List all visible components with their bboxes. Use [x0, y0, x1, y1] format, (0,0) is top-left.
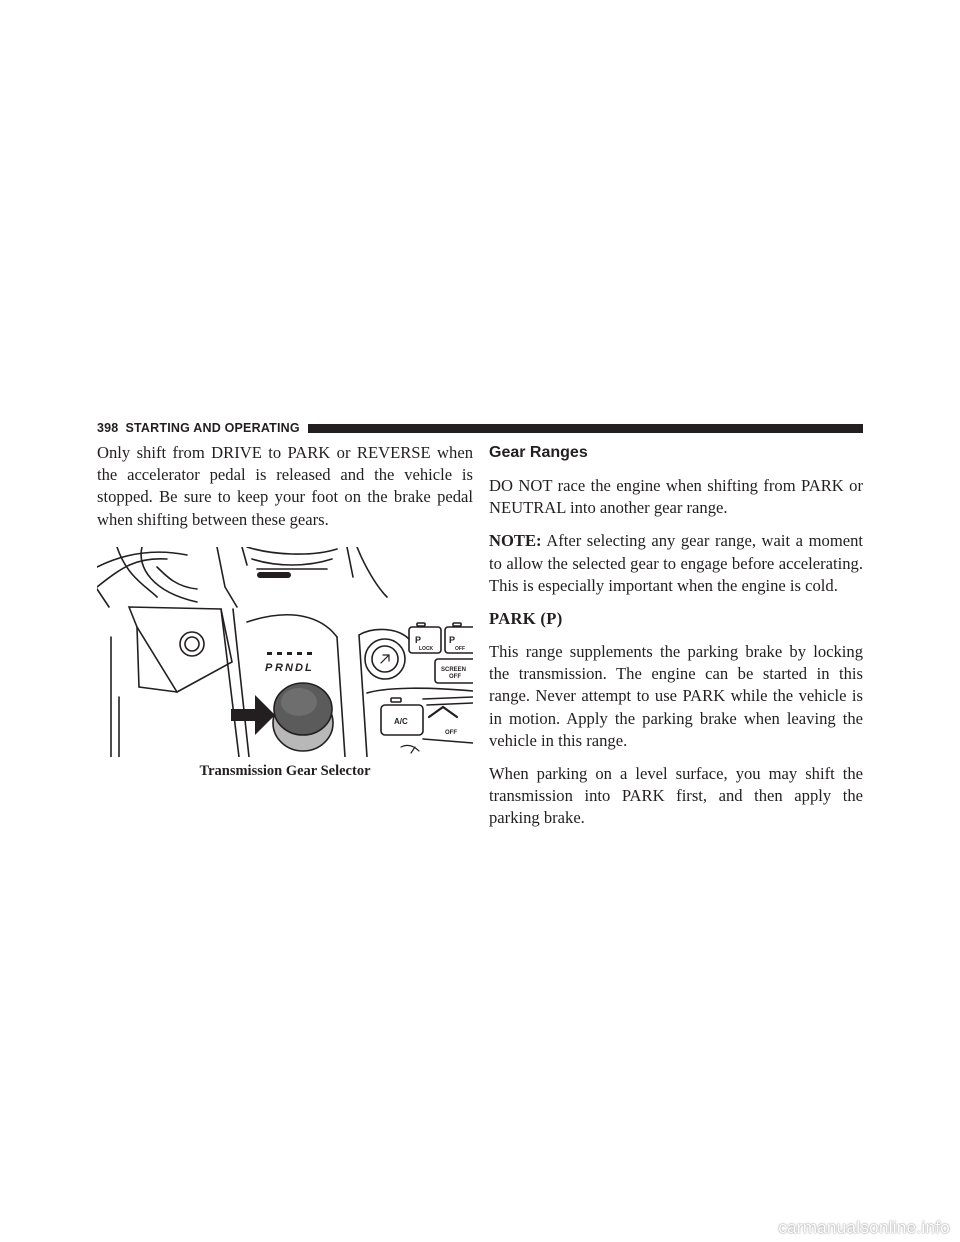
level-surface-paragraph: When parking on a level surface, you may shift the transmission into PARK first, and then apply the parking brake.	[489, 764, 863, 828]
page-number: 398	[97, 421, 119, 435]
section-title: STARTING AND OPERATING	[125, 421, 300, 435]
right-column	[489, 442, 863, 841]
ac-label: A/C	[394, 716, 408, 726]
transmission-gear-selector-illustration	[97, 547, 473, 757]
park-paragraph: This range supplements the parking brake by locking the transmission. The engine can be started in this range. Never attempt to use PARK while the vehicle is in motion. Apply the parking brake when leaving the vehicle in this range.	[489, 642, 863, 750]
gear-label-p: P	[265, 661, 273, 674]
intro-paragraph: Only shift from DRIVE to PARK or REVERSE when the accelerator pedal is released and the vehicle is stopped. Be sure to keep your foot on the brake pedal when shifting between these gears.	[97, 443, 473, 529]
header-rule	[308, 424, 863, 433]
gear-label-n: N	[285, 661, 293, 674]
note-text: After selecting any gear range, wait a moment to allow the selected gear to engage before accelerating. This is especially important when the engine is cold.	[489, 531, 863, 595]
p-off-label: OFF	[455, 645, 465, 652]
gear-label-d: D	[295, 661, 303, 674]
watermark: carmanualsonline.info	[778, 1218, 950, 1237]
gear-label-r: R	[275, 661, 283, 674]
note-label: NOTE:	[489, 531, 542, 551]
race-warning-paragraph: DO NOT race the engine when shifting from PARK or NEUTRAL into another gear range.	[489, 476, 863, 518]
gear-label-l: L	[305, 661, 312, 674]
screen-label: SCREEN	[441, 666, 467, 673]
note-paragraph	[489, 530, 863, 597]
figure-caption: Transmission Gear Selector	[199, 762, 371, 779]
page-header	[97, 418, 863, 438]
screen-off-label: OFF	[449, 673, 461, 680]
park-subheading: PARK (P)	[489, 609, 563, 629]
lock-label: LOCK	[419, 645, 434, 652]
gear-ranges-heading: Gear Ranges	[489, 444, 588, 461]
left-column	[97, 442, 473, 780]
off-label: OFF	[445, 729, 457, 736]
svg-text:P: P	[449, 634, 456, 645]
svg-text:P: P	[415, 634, 422, 645]
